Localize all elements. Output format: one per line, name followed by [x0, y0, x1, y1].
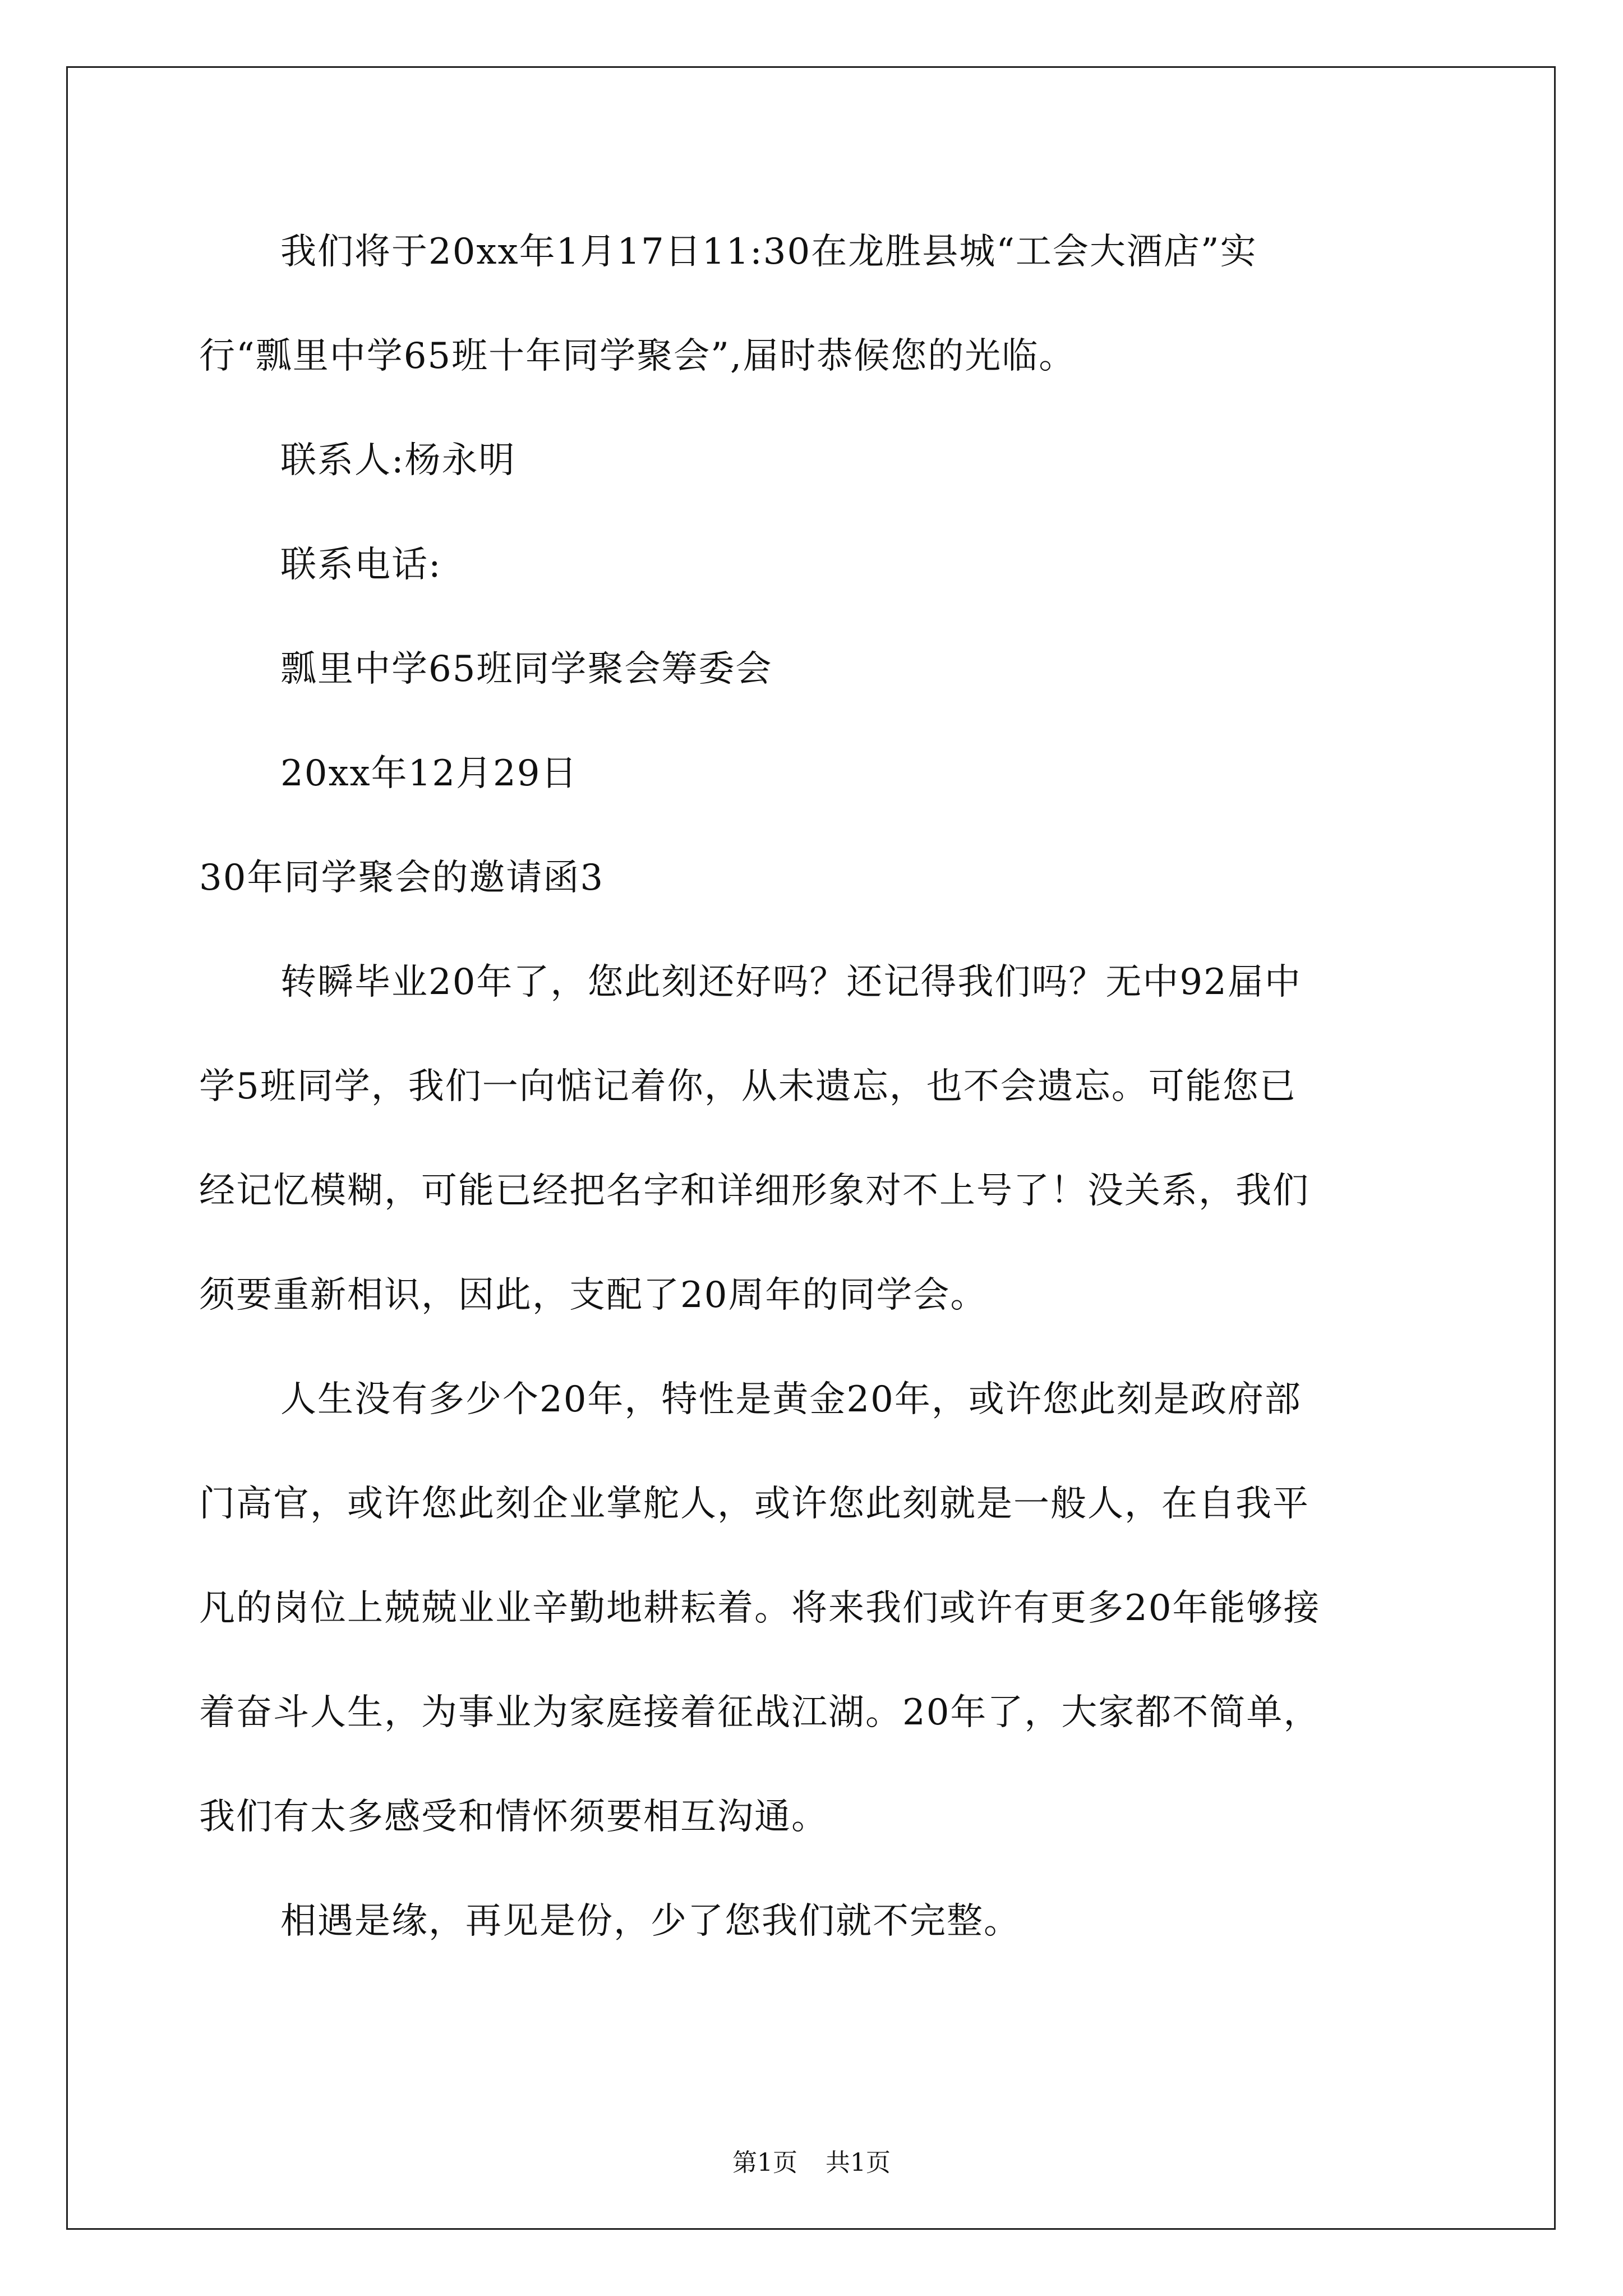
- contact-phone: 联系电话:: [280, 544, 442, 586]
- section-heading: 30年同学聚会的邀请函3: [199, 857, 605, 899]
- organizer: 瓢里中学65班同学聚会筹委会: [280, 648, 773, 690]
- page-total: 共1页: [826, 2148, 891, 2177]
- contact-person: 联系人:杨永明: [280, 440, 516, 481]
- paragraph-3-line-3: 凡的岗位上兢兢业业辛勤地耕耘着。将来我们或许有更多20年能够接: [199, 1588, 1321, 1629]
- paragraph-3-line-5: 我们有太多感受和情怀须要相互沟通。: [199, 1796, 828, 1838]
- paragraph-2-line-4: 须要重新相识，因此，支配了20周年的同学会。: [199, 1274, 988, 1316]
- signature-date: 20xx年12月29日: [280, 753, 578, 794]
- page-footer: [0, 2146, 1623, 2180]
- paragraph-1-line-1: 我们将于20xx年1月17日11:30在龙胜县城“工会大酒店”实: [280, 231, 1257, 273]
- paragraph-2-line-1: 转瞬毕业20年了，您此刻还好吗？还记得我们吗？无中92届中: [280, 961, 1302, 1003]
- page-number: 第1页: [732, 2148, 797, 2177]
- paragraph-3-line-2: 门高官，或许您此刻企业掌舵人，或许您此刻就是一般人，在自我平: [199, 1483, 1310, 1525]
- paragraph-2-line-2: 学5班同学，我们一向惦记着你，从未遗忘，也不会遗忘。可能您已: [199, 1066, 1297, 1107]
- paragraph-3-line-4: 着奋斗人生，为事业为家庭接着征战江湖。20年了，大家都不简单，: [199, 1692, 1321, 1733]
- paragraph-1-line-2: 行“瓢里中学65班十年同学聚会”,届时恭候您的光临。: [199, 335, 1076, 377]
- paragraph-2-line-3: 经记忆模糊，可能已经把名字和详细形象对不上号了！没关系，我们: [199, 1170, 1310, 1212]
- paragraph-3-line-1: 人生没有多少个20年，特性是黄金20年，或许您此刻是政府部: [280, 1379, 1302, 1420]
- paragraph-4: 相遇是缘，再见是份，少了您我们就不完整。: [280, 1901, 1021, 1942]
